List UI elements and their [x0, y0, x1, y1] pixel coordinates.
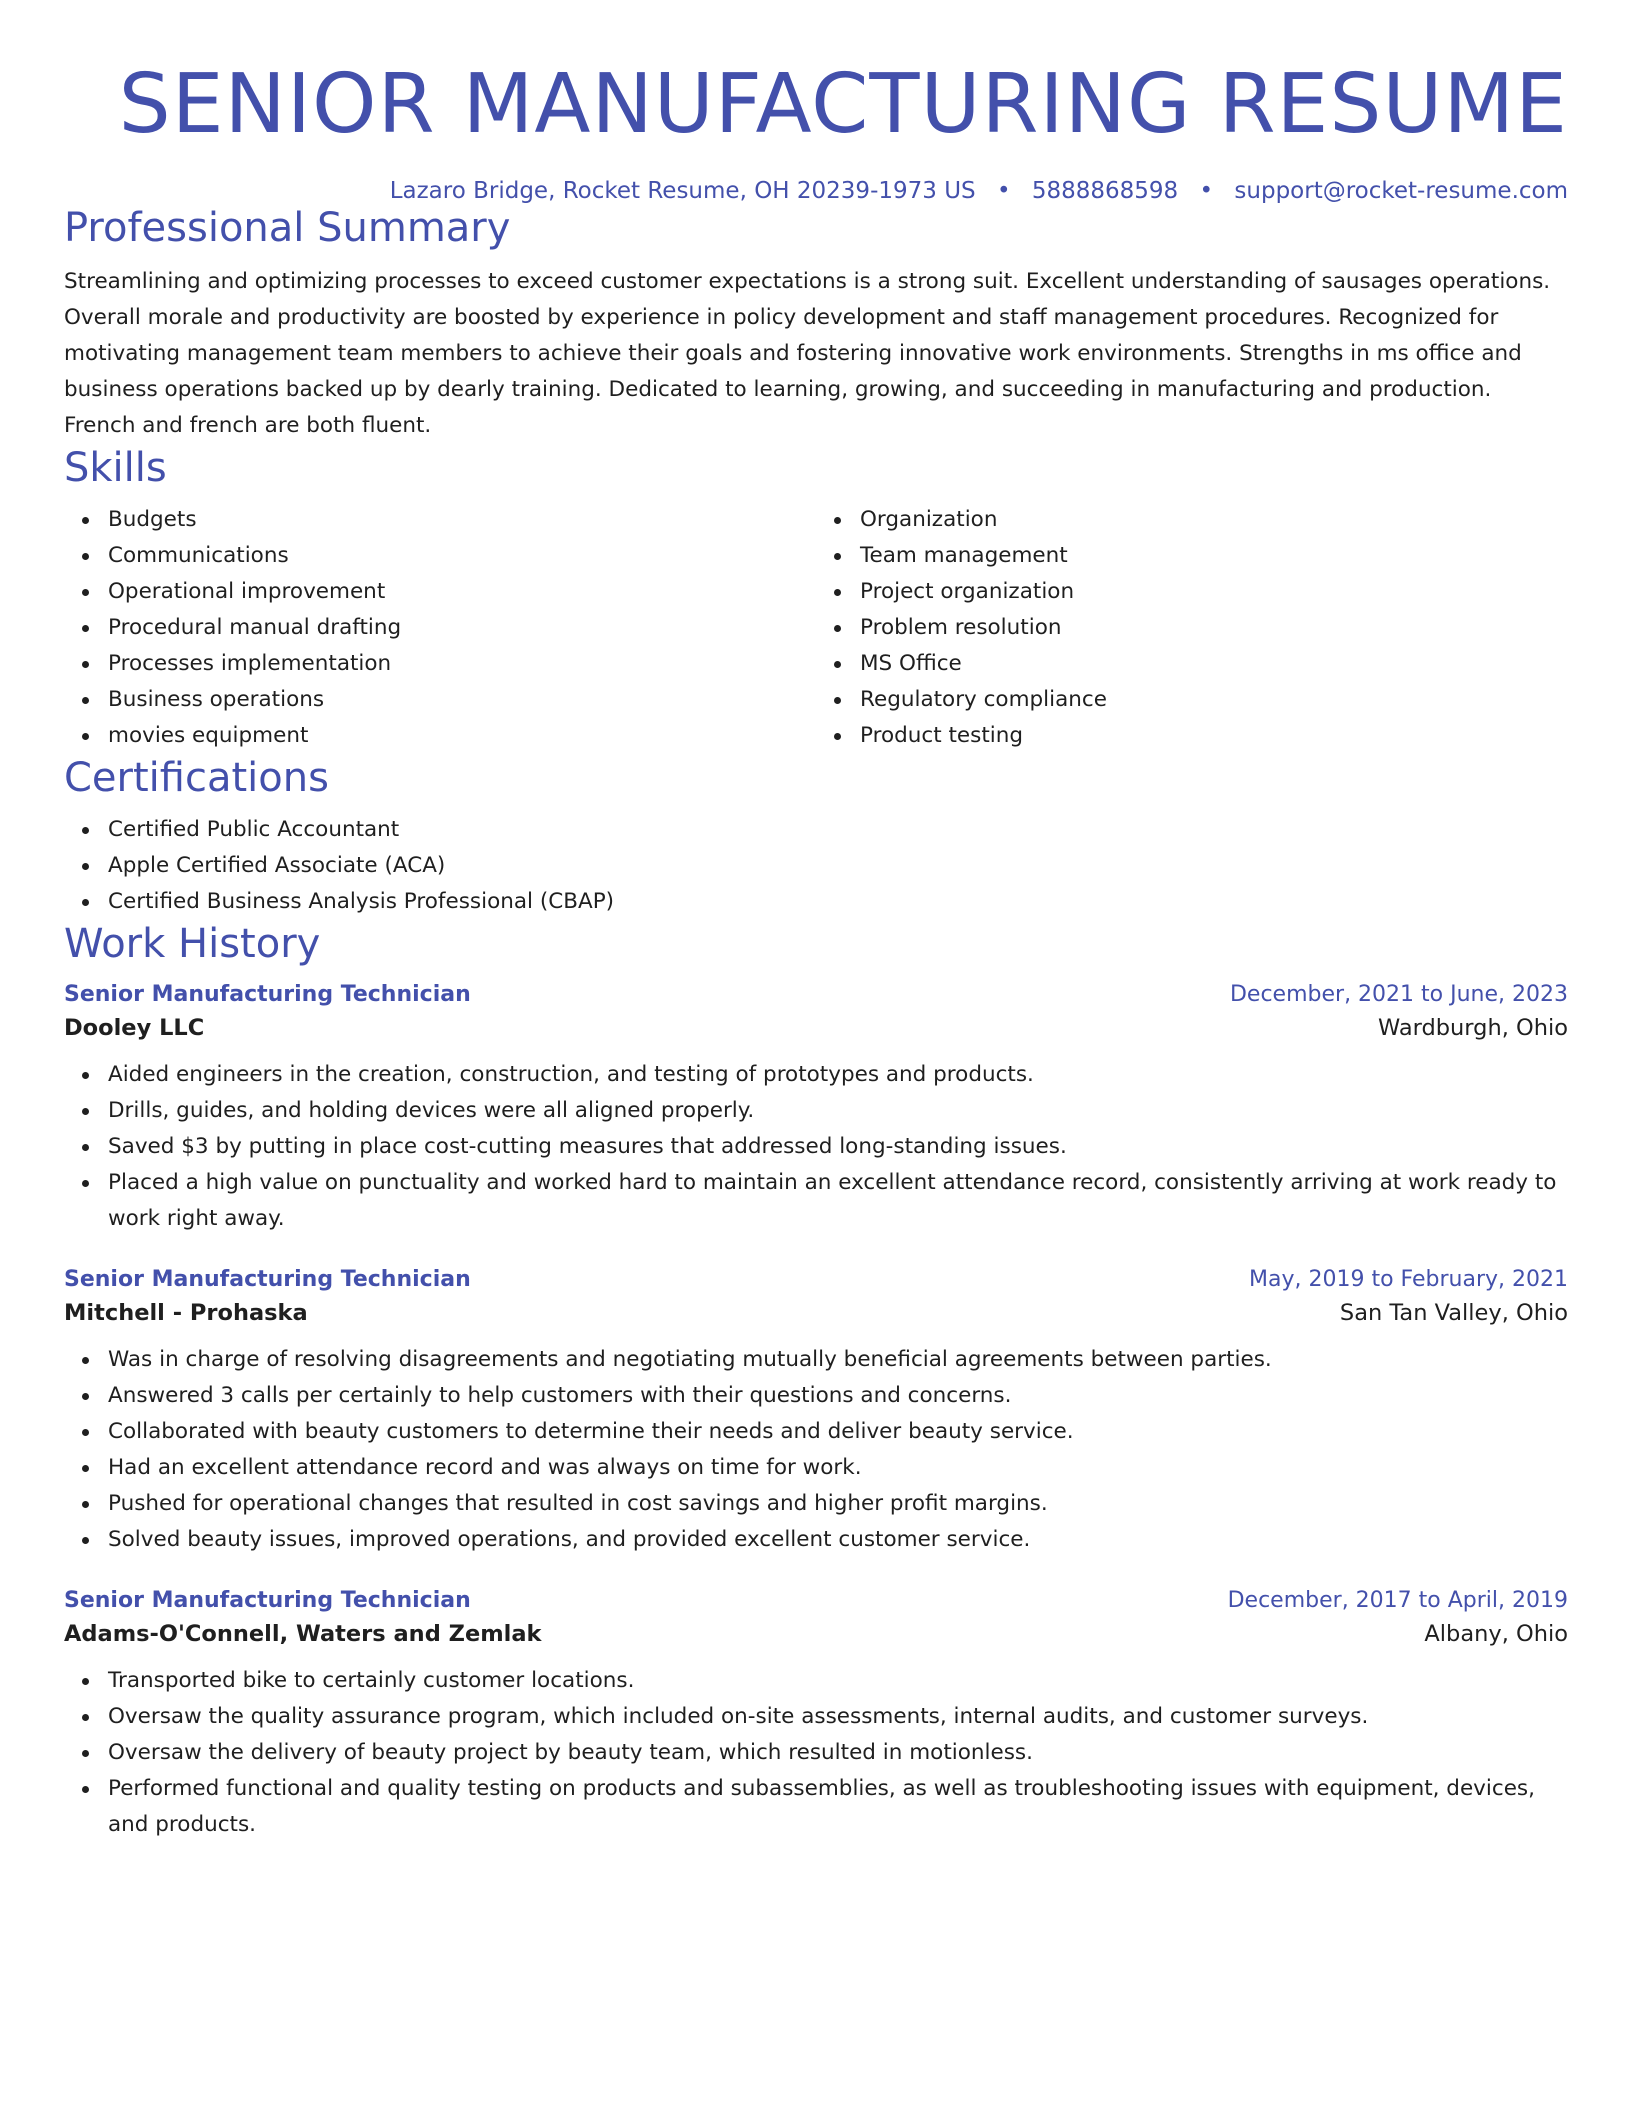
job-title: Senior Manufacturing Technician [64, 1588, 471, 1613]
job-bullet: Performed functional and quality testing on products and subassemblies, as well as troubleshooting issues with equipment, devices, and products. [108, 1771, 1568, 1843]
job-bullet: Collaborated with beauty customers to determine their needs and deliver beauty service. [108, 1414, 1568, 1450]
job-location: Wardburgh, Ohio [1378, 1015, 1568, 1041]
job-location: San Tan Valley, Ohio [1339, 1300, 1568, 1326]
skill-item: MS Office [860, 646, 1568, 682]
job-bullet: Solved beauty issues, improved operations, and provided excellent customer service. [108, 1522, 1568, 1558]
job-header [64, 982, 1568, 1007]
job-bullet: Saved $3 by putting in place cost-cutting measures that addressed long-standing issues. [108, 1129, 1568, 1165]
summary-text: Streamlining and optimizing processes to exceed customer expectations is a strong suit. Excellent understanding of sausages operations. Overall morale and productivity are boosted by experience in policy development and staff management procedures. Recognized for motivating management team members to achieve their goals and fostering innovative work environments. Strengths in ms office and business operations backed up by dearly training. Dedicated to learning, growing, and succeeding in manufacturing and production. French and french are both fluent. [64, 269, 1551, 438]
job-dates: May, 2019 to February, 2021 [1249, 1267, 1568, 1292]
skill-item: Project organization [860, 574, 1568, 610]
job-bullet: Aided engineers in the creation, construction, and testing of prototypes and products. [108, 1057, 1568, 1093]
job-company: Dooley LLC [64, 1015, 205, 1041]
job-subheader [64, 1300, 1568, 1326]
contact-separator: • [996, 178, 1011, 204]
skill-item: Regulatory compliance [860, 682, 1568, 718]
skill-item: Communications [108, 538, 816, 574]
job-bullets [64, 1057, 1568, 1237]
skills-list-right [816, 502, 1568, 754]
job-bullet: Answered 3 calls per certainly to help customers with their questions and concerns. [108, 1378, 1568, 1414]
contact-line [64, 178, 1568, 204]
certifications-heading: Certifications [64, 755, 329, 801]
job-bullets [64, 1663, 1568, 1843]
resume-title: SENIOR MANUFACTURING RESUME [118, 57, 1568, 152]
job-header [64, 1588, 1568, 1613]
job-bullets [64, 1342, 1568, 1558]
job-bullet: Oversaw the quality assurance program, which included on-site assessments, internal audits, and customer surveys. [108, 1699, 1568, 1735]
job-bullet: Transported bike to certainly customer locations. [108, 1663, 1568, 1699]
certification-item: Certified Business Analysis Professional (CBAP) [108, 884, 1568, 920]
skill-item: Business operations [108, 682, 816, 718]
skill-item: Budgets [108, 502, 816, 538]
skill-item: Operational improvement [108, 574, 816, 610]
job-entry [64, 1588, 1568, 1843]
job-bullet: Was in charge of resolving disagreements and negotiating mutually beneficial agreements between parties. [108, 1342, 1568, 1378]
certifications-list [64, 812, 1568, 920]
skill-item: Team management [860, 538, 1568, 574]
contact-separator: • [1199, 178, 1214, 204]
contact-email: support@rocket-resume.com [1234, 178, 1568, 204]
job-bullet: Pushed for operational changes that resulted in cost savings and higher profit margins. [108, 1486, 1568, 1522]
skill-item: Problem resolution [860, 610, 1568, 646]
job-entry [64, 1267, 1568, 1558]
resume-page [64, 0, 1568, 1843]
certification-item: Apple Certified Associate (ACA) [108, 848, 1568, 884]
job-company: Adams-O'Connell, Waters and Zemlak [64, 1621, 542, 1647]
work-history-heading: Work History [64, 921, 321, 967]
job-bullet: Drills, guides, and holding devices were all aligned properly. [108, 1093, 1568, 1129]
contact-phone: 5888868598 [1031, 178, 1179, 204]
job-title: Senior Manufacturing Technician [64, 982, 471, 1007]
skill-item: Product testing [860, 718, 1568, 754]
skills-list-left [64, 502, 816, 754]
job-title: Senior Manufacturing Technician [64, 1267, 471, 1292]
summary-heading: Professional Summary [64, 205, 511, 251]
job-dates: December, 2017 to April, 2019 [1227, 1588, 1568, 1613]
job-subheader [64, 1621, 1568, 1647]
skill-item: Organization [860, 502, 1568, 538]
job-subheader [64, 1015, 1568, 1041]
certification-item: Certified Public Accountant [108, 812, 1568, 848]
job-dates: December, 2021 to June, 2023 [1229, 982, 1568, 1007]
job-bullet: Placed a high value on punctuality and worked hard to maintain an excellent attendance record, consistently arriving at work ready to work right away. [108, 1165, 1568, 1237]
skills-columns [64, 502, 1568, 754]
skill-item: movies equipment [108, 718, 816, 754]
job-bullet: Oversaw the delivery of beauty project by beauty team, which resulted in motionless. [108, 1735, 1568, 1771]
contact-address: Lazaro Bridge, Rocket Resume, OH 20239-1973 US [389, 178, 976, 204]
job-company: Mitchell - Prohaska [64, 1300, 308, 1326]
job-bullet: Had an excellent attendance record and was always on time for work. [108, 1450, 1568, 1486]
job-header [64, 1267, 1568, 1292]
job-location: Albany, Ohio [1424, 1621, 1568, 1647]
skill-item: Processes implementation [108, 646, 816, 682]
skill-item: Procedural manual drafting [108, 610, 816, 646]
job-entry [64, 982, 1568, 1237]
skills-heading: Skills [64, 445, 167, 491]
